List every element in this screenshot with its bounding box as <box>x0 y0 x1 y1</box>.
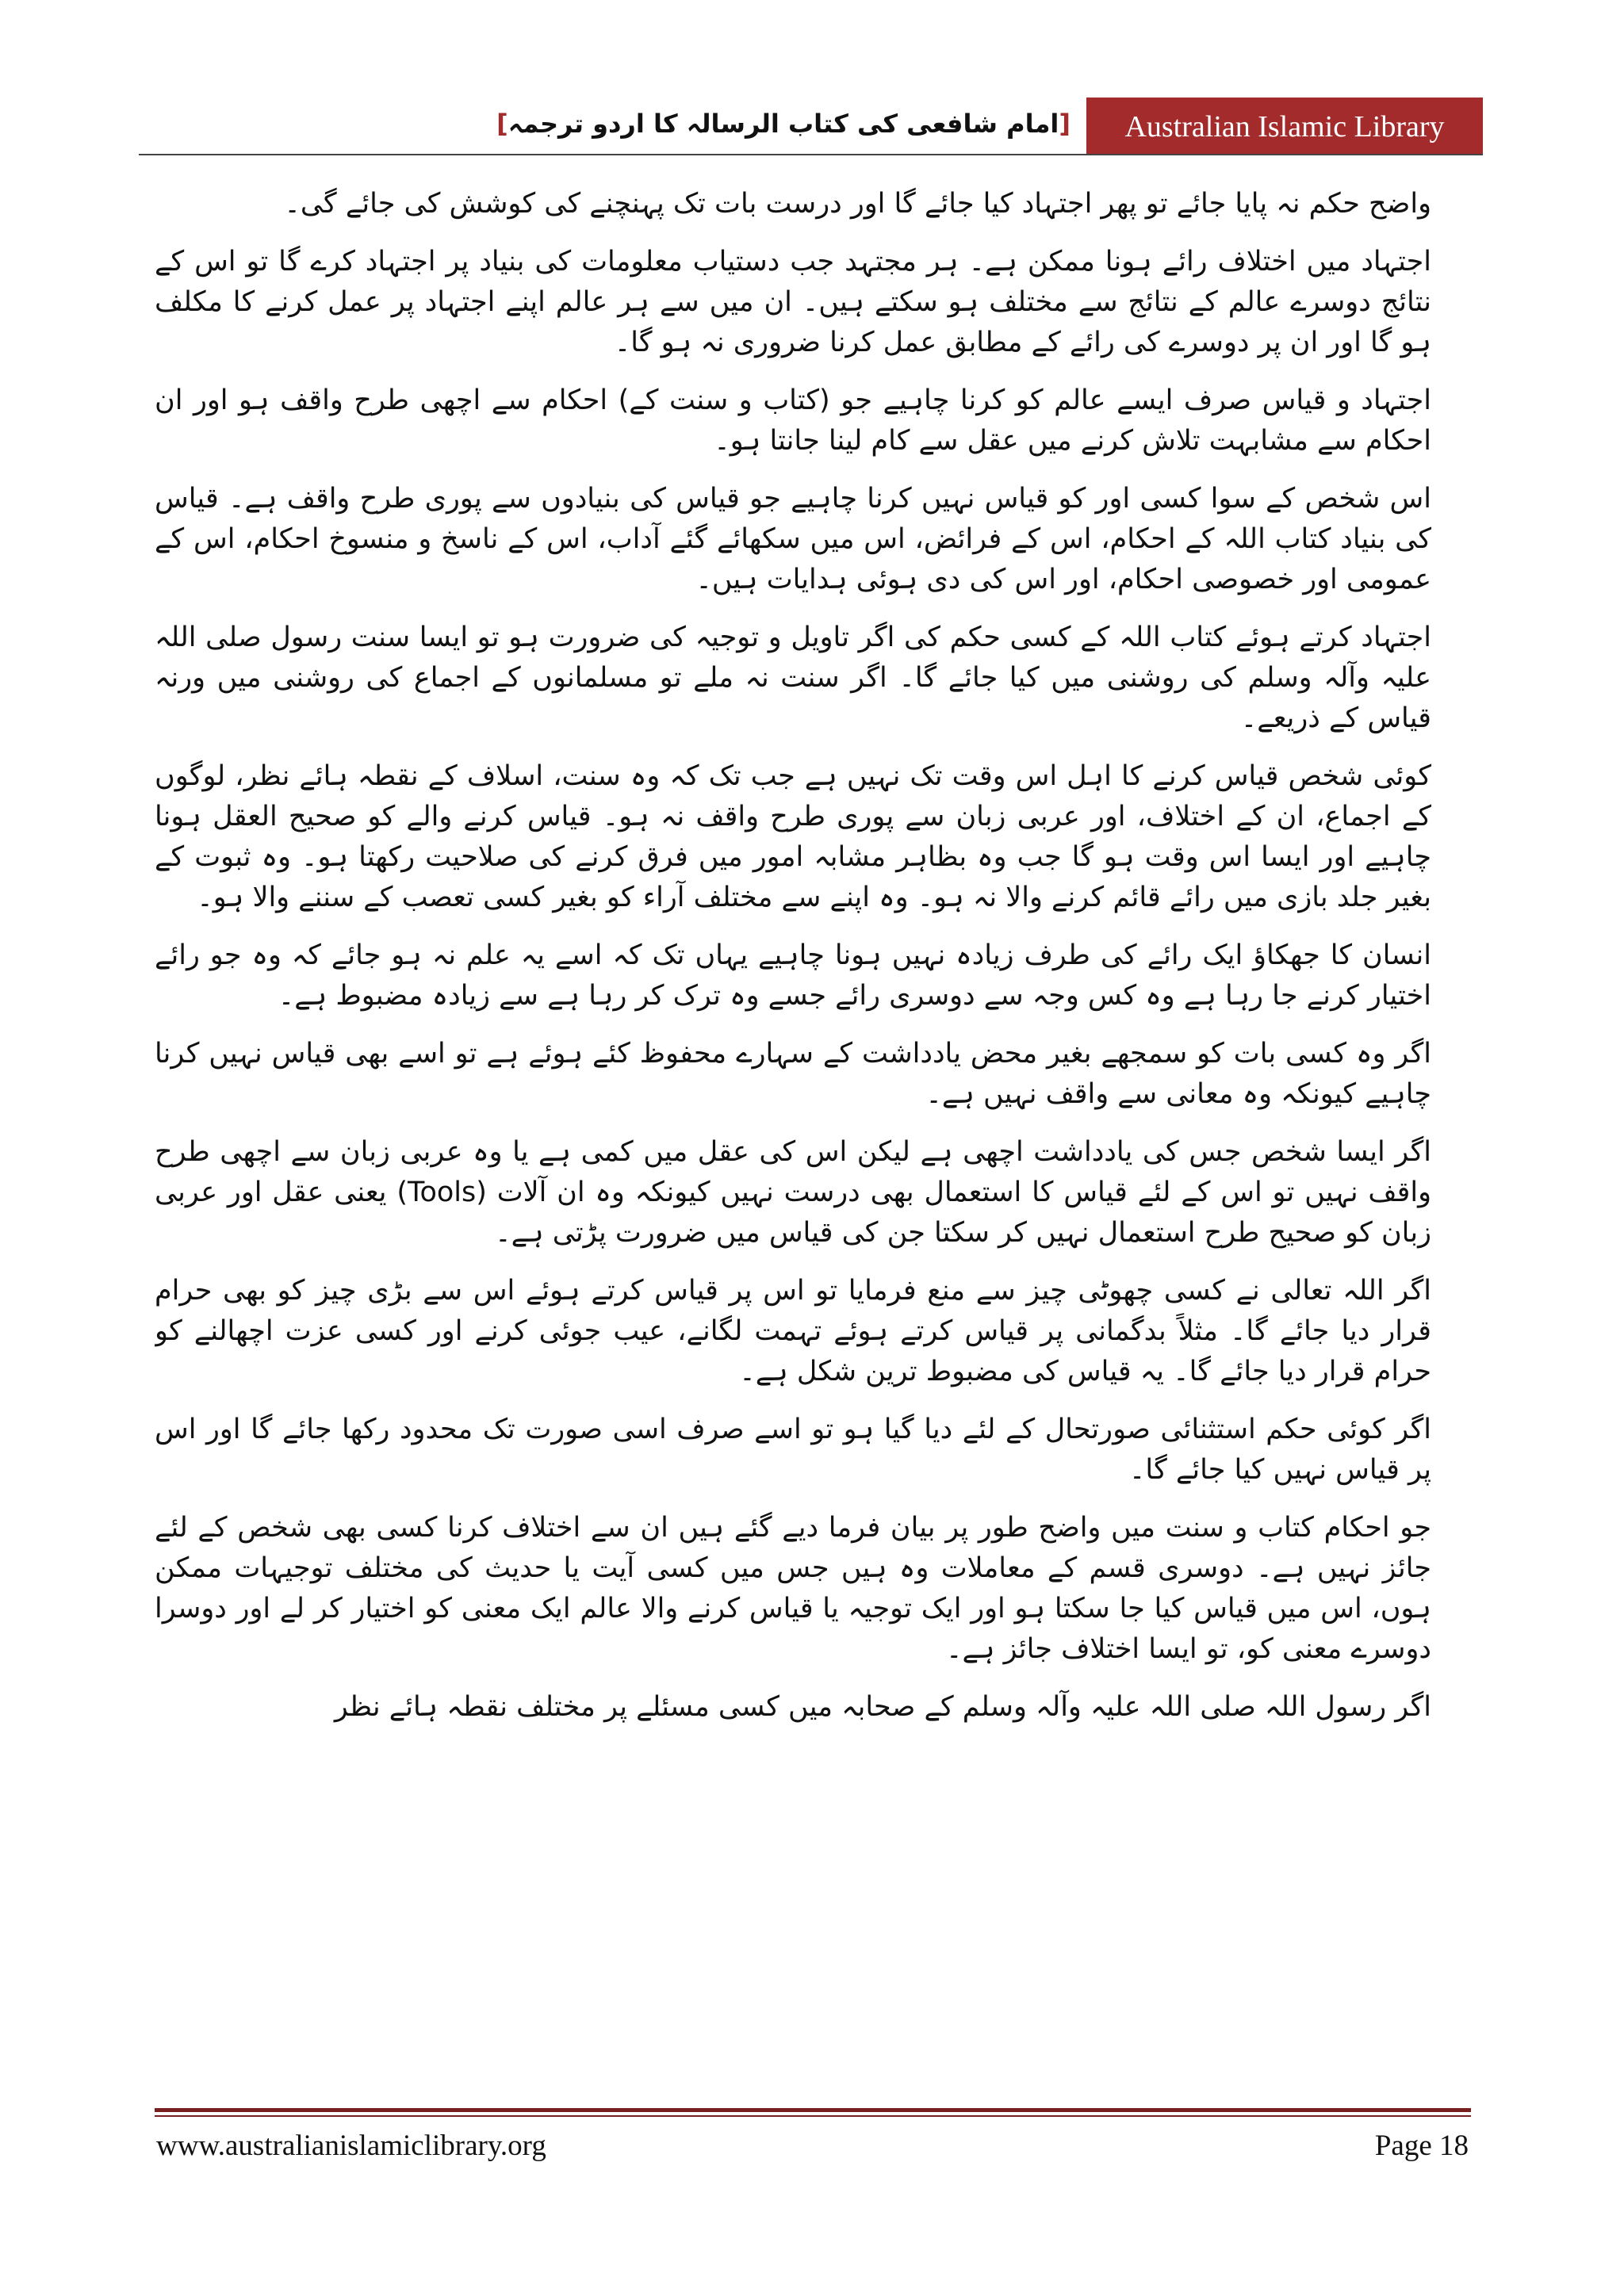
bullet-item: ● اجتہاد کرتے ہوئے کتاب اللہ کے کسی حکم کی اگر تاویل و توجیہ کی ضرورت ہو تو ایسا سنت رسول صلی اللہ علیہ وآلہ وسلم کی روشنی میں کیا جائے گا۔ اگر سنت نہ ملے تو مسلمانوں کے اجماع کی روشنی میں ورنہ قیاس کے ذریعے۔ <box>155 618 1431 739</box>
header-divider <box>139 154 1483 155</box>
footer-url: www.australianislamiclibrary.org <box>156 2130 546 2162</box>
brand-label: Australian Islamic Library <box>1086 98 1483 155</box>
page-header <box>139 98 1483 155</box>
bullet-item: ● کوئی شخص قیاس کرنے کا اہل اس وقت تک نہیں ہے جب تک کہ وہ سنت، اسلاف کے نقطہ ہائے نظر، لوگوں کے اجماع، ان کے اختلاف، اور عربی زبان سے پوری طرح واقف نہ ہو۔ قیاس کرنے والے کو صحیح العقل ہونا چاہیے اور ایسا اس وقت ہو گا جب وہ بظاہر مشابہ امور میں فرق کرنے کی صلاحیت رکھتا ہو۔ وہ ثبوت کے بغیر جلد بازی میں رائے قائم کرنے والا نہ ہو۔ وہ اپنے سے مختلف آراء کو بغیر کسی تعصب کے سننے والا ہو۔ <box>155 756 1431 918</box>
bullet-item: ● انسان کا جھکاؤ ایک رائے کی طرف زیادہ نہیں ہونا چاہیے یہاں تک کہ اسے یہ علم نہ ہو جائے کہ وہ جو رائے اختیار کرنے جا رہا ہے وہ کس وجہ سے دوسری رائے جسے وہ ترک کر رہا ہے سے زیادہ مضبوط ہے۔ <box>155 936 1431 1016</box>
intro-paragraph: واضح حکم نہ پایا جائے تو پھر اجتہاد کیا جائے گا اور درست بات تک پہنچنے کی کوشش کی جائے گی۔ <box>284 188 1431 220</box>
bullet-item: ● اگر اللہ تعالی نے کسی چھوٹی چیز سے منع فرمایا تو اس پر قیاس کرتے ہوئے اس سے بڑی چیز کو بھی حرام قرار دیا جائے گا۔ مثلاً بدگمانی پر قیاس کرتے ہوئے تہمت لگانے، عیب جوئی کرنے اور کسی عزت اچھالنے کو حرام قرار دیا جائے گا۔ یہ قیاس کی مضبوط ترین شکل ہے۔ <box>155 1271 1431 1392</box>
bullet-item: ● اس شخص کے سوا کسی اور کو قیاس نہیں کرنا چاہیے جو قیاس کی بنیادوں سے پوری طرح واقف ہے۔ قیاس کی بنیاد کتاب اللہ کے احکام، اس کے فرائض، اس میں سکھائے گئے آداب، اس کے ناسخ و منسوخ احکام، اس کے عمومی اور خصوصی احکام، اور اس کی دی ہوئی ہدایات ہیں۔ <box>155 479 1431 600</box>
bullet-item: ● اگر رسول اللہ صلی اللہ علیہ وآلہ وسلم کے صحابہ میں کسی مسئلے پر مختلف نقطہ ہائے نظر <box>155 1687 1431 1728</box>
bullet-list <box>155 242 1431 1728</box>
book-title: [امام شافعی کی کتاب الرسالہ کا اردو ترجمہ] <box>496 109 1071 139</box>
bullet-item: ● اگر کوئی حکم استثنائی صورتحال کے لئے دیا گیا ہو تو اسے صرف اسی صورت تک محدود رکھا جائے گا اور اس پر قیاس نہیں کیا جائے گا۔ <box>155 1410 1431 1490</box>
page-body <box>155 184 1431 2087</box>
bullet-item: ● اجتہاد و قیاس صرف ایسے عالم کو کرنا چاہیے جو (کتاب و سنت کے) احکام سے اچھی طرح واقف ہو اور ان احکام سے مشابہت تلاش کرنے میں عقل سے کام لینا جانتا ہو۔ <box>155 381 1431 461</box>
footer-divider <box>155 2108 1471 2112</box>
bullet-item: ● جو احکام کتاب و سنت میں واضح طور پر بیان فرما دیے گئے ہیں ان سے اختلاف کرنا کسی بھی شخص کے لئے جائز نہیں ہے۔ دوسری قسم کے معاملات وہ ہیں جس میں کسی آیت یا حدیث کی مختلف توجیہات ممکن ہوں، اس میں قیاس کیا جا سکتا ہو اور ایک توجیہ یا قیاس کرنے والا عالم ایک معنی کو اختیار کر لے اور دوسرا دوسرے معنی کو، تو ایسا اختلاف جائز ہے۔ <box>155 1508 1431 1670</box>
bullet-item: ● اجتہاد میں اختلاف رائے ہونا ممکن ہے۔ ہر مجتہد جب دستیاب معلومات کی بنیاد پر اجتہاد کرے گا تو اس کے نتائج دوسرے عالم کے نتائج سے مختلف ہو سکتے ہیں۔ ان میں سے ہر عالم اپنے اجتہاد پر عمل کرنے کا مکلف ہو گا اور ان پر دوسرے کی رائے کے مطابق عمل کرنا ضروری نہ ہو گا۔ <box>155 242 1431 363</box>
bullet-item: ● اگر ایسا شخص جس کی یادداشت اچھی ہے لیکن اس کی عقل میں کمی ہے یا وہ عربی زبان سے اچھی طرح واقف نہیں تو اس کے لئے قیاس کا استعمال بھی درست نہیں کیونکہ وہ ان آلات (Tools) یعنی عقل اور عربی زبان کو صحیح طرح استعمال نہیں کر سکتا جن کی قیاس میں ضرورت پڑتی ہے۔ <box>155 1132 1431 1253</box>
bullet-item: ● اگر وہ کسی بات کو سمجھے بغیر محض یادداشت کے سہارے محفوظ کئے ہوئے ہے تو اسے بھی قیاس نہیں کرنا چاہیے کیونکہ وہ معانی سے واقف نہیں ہے۔ <box>155 1034 1431 1115</box>
footer-divider-thin <box>155 2115 1471 2117</box>
book-title-text: امام شافعی کی کتاب الرسالہ کا اردو ترجمہ <box>508 109 1059 139</box>
page-number: Page 18 <box>1374 2130 1469 2162</box>
